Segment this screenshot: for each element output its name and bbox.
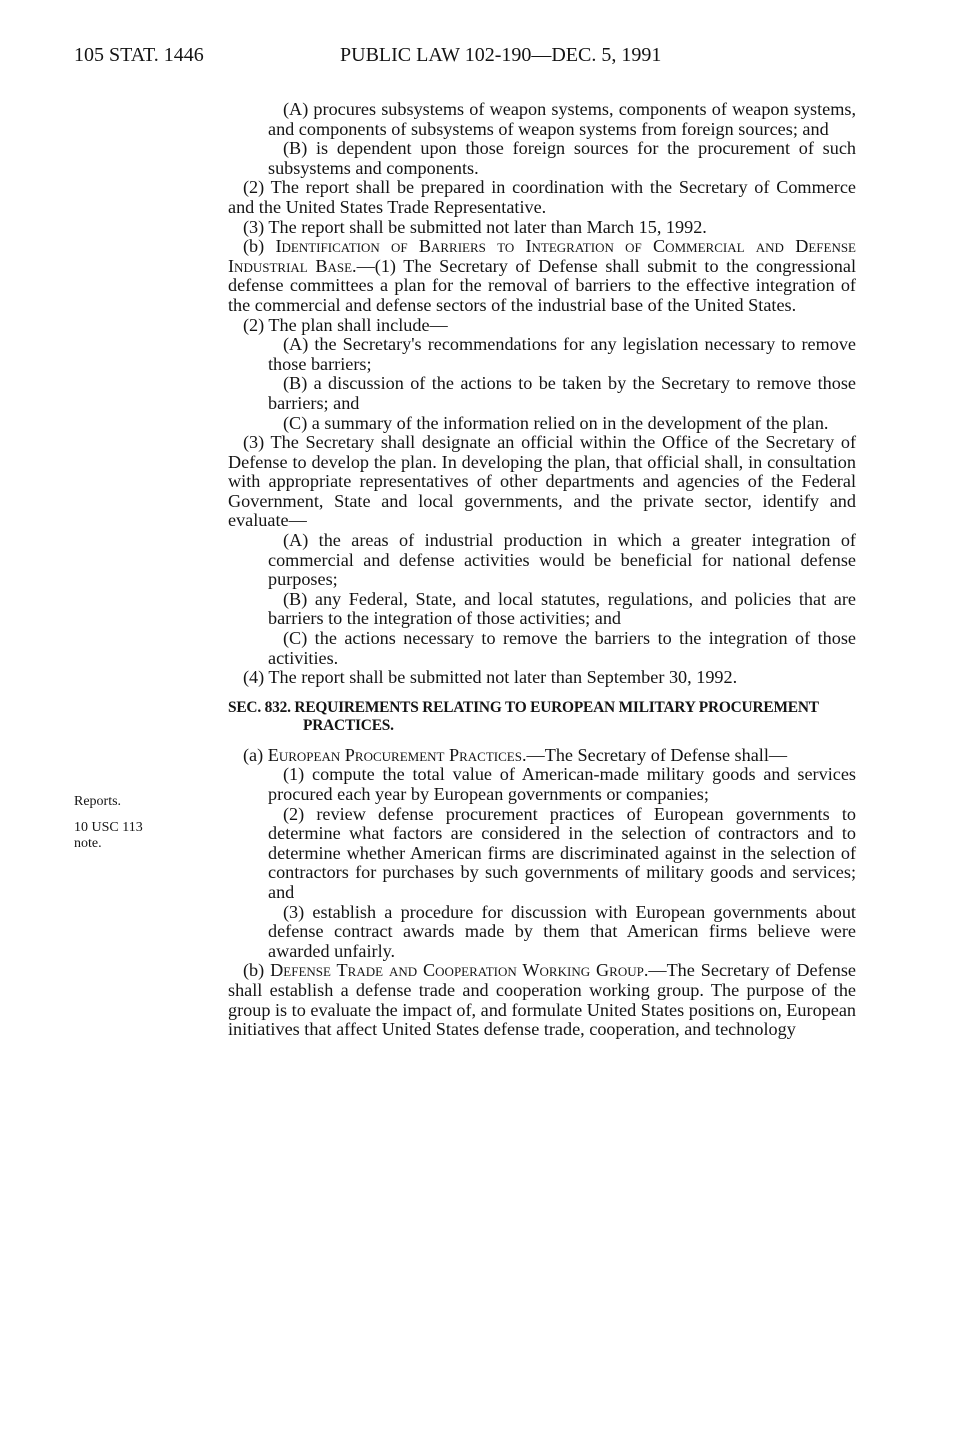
section-832-heading: SEC. 832. REQUIREMENTS RELATING TO EUROPEAN MILITARY PROCUREMENT PRACTICES. [228, 698, 819, 734]
subsection-b-label: (b) [243, 236, 265, 257]
paragraph-b-2: (2) The plan shall include— [243, 314, 448, 335]
paragraph-b-2-A: (A) the Secretary's recommendations for any legislation necessary to remove those barriers; [268, 334, 856, 374]
subsection-b-wg-label: (b) [243, 960, 265, 981]
paragraph-b-3-C: (C) the actions necessary to remove the barriers to the integration of those activities. [268, 628, 856, 668]
subsection-b-wg-heading: Defense Trade and Cooperation Working Group. [270, 960, 649, 981]
paragraph-a-1: (1) compute the total value of American-made military goods and services procured each year by European governments or companies; [268, 764, 856, 804]
margin-note-reports: Reports. [74, 794, 122, 809]
paragraph-b-4: (4) The report shall be submitted not later than September 30, 1992. [243, 667, 738, 688]
subsection-b-text: —(1) The Secretary of Defense shall submit to the congressional defense committees a plan for the removal of barriers to the effective integration of the commercial and defense sectors of the industrial base of the United States. [228, 255, 856, 315]
subsection-a-label: (a) [243, 744, 264, 765]
paragraph-b-2-B: (B) a discussion of the actions to be taken by the Secretary to remove those barriers; and [268, 373, 856, 413]
subsection-b [228, 237, 856, 315]
paragraph-b-3-B: (B) any Federal, State, and local statutes, regulations, and policies that are barriers to the integration of those activities; and [268, 588, 856, 629]
paragraph-a-3: (3) establish a procedure for discussion with European governments about defense contract awards made by them that American firms believe were awarded unfairly. [268, 901, 856, 961]
paragraph-3: (3) The report shall be submitted not later than March 15, 1992. [243, 216, 707, 237]
paragraph-a-2: (2) review defense procurement practices of European governments to determine what factors are considered in the selection of contractors and to determine whether American firms are discriminated against in the selection of contractors for purchases by such governments of military goods and services; and [268, 803, 856, 902]
paragraph-a-A: (A) procures subsystems of weapon systems, components of weapon systems, and components of subsystems of weapon systems from foreign sources; and [268, 99, 856, 139]
margin-note-usc-note: note. [74, 836, 102, 851]
law-title-date: PUBLIC LAW 102-190—DEC. 5, 1991 [340, 44, 662, 66]
spacer [228, 688, 856, 699]
subsection-b-working-group [228, 961, 856, 1039]
statute-page-number: 105 STAT. 1446 [74, 44, 204, 66]
subsection-b-heading: Identification of Barriers to Integration of Commercial and Defense Industrial Base. [228, 236, 856, 276]
subsection-a-text: —The Secretary of Defense shall— [526, 744, 788, 765]
paragraph-2: (2) The report shall be prepared in coordination with the Secretary of Commerce and the United States Trade Representative. [228, 177, 856, 217]
margin-note-usc [74, 820, 143, 852]
subsection-a-european [228, 746, 856, 766]
document-body [228, 100, 856, 1040]
paragraph-b-3-A: (A) the areas of industrial production in which a greater integration of commercial and defense activities would be beneficial for national defense purposes; [268, 530, 856, 590]
margin-note-usc-citation: 10 USC 113 [74, 820, 143, 835]
page-header [0, 44, 963, 74]
paragraph-b-3: (3) The Secretary shall designate an official within the Office of the Secretary of Defense to develop the plan. In developing the plan, that official shall, in consultation with appropriate representatives of other departments and agencies of the Federal Government, State and local governments, and the private sector, identify and evaluate— [228, 432, 856, 531]
paragraph-a-B: (B) is dependent upon those foreign sources for the procurement of such subsystems and components. [268, 138, 856, 178]
subsection-b-wg-text: —The Secretary of Defense shall establish a defense trade and cooperation working group. The purpose of the group is to evaluate the impact of, and formulate United States positions on, European initiatives that affect United States defense trade, cooperation, and technology [228, 960, 856, 1040]
paragraph-b-2-C: (C) a summary of the information relied on in the development of the plan. [283, 412, 829, 433]
subsection-a-heading: European Procurement Practices. [267, 744, 527, 765]
